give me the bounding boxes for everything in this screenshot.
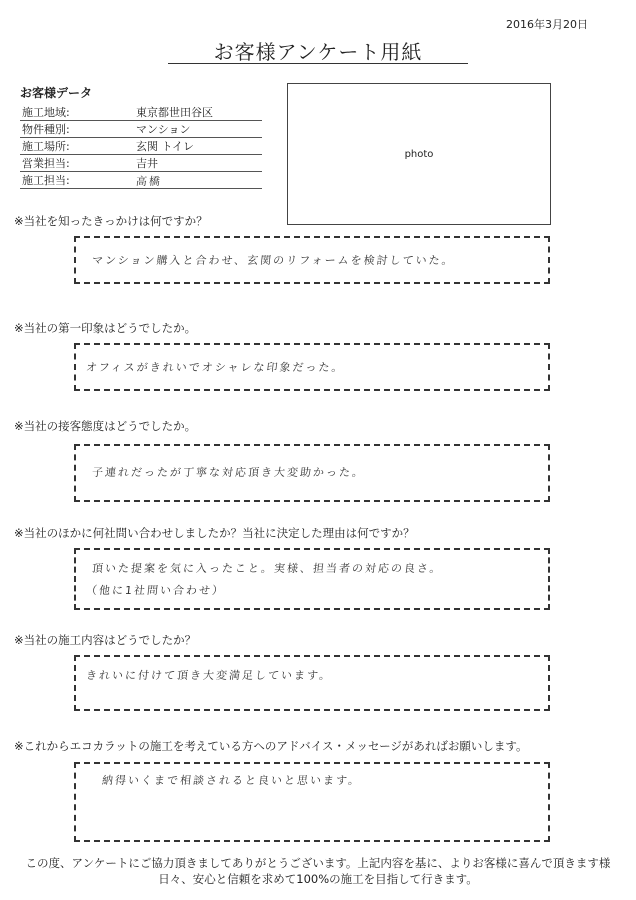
row-value: マンション — [106, 121, 262, 138]
survey-date: 2016年3月20日 — [506, 18, 588, 31]
row-value: 東京都世田谷区 — [106, 104, 262, 121]
table-row — [20, 138, 262, 155]
answer-box-3 — [74, 444, 550, 502]
answer-text-3: 子連れだったが丁寧な対応頂き大変助かった。 — [91, 466, 366, 479]
answer-box-4 — [74, 548, 550, 610]
row-key: 営業担当: — [20, 155, 106, 172]
photo-label: photo — [404, 148, 434, 160]
question-3: ※当社の接客態度はどうでしたか。 — [14, 419, 197, 433]
answer-text-4b: （他に1社問い合わせ） — [85, 584, 226, 597]
answer-text-6: 納得いくまで相談されると良いと思います。 — [101, 774, 362, 787]
answer-text-1: マンション購入と合わせ、玄関のリフォームを検討していた。 — [91, 254, 456, 267]
answer-box-6 — [74, 762, 550, 842]
row-key: 物件種別: — [20, 121, 106, 138]
table-row — [20, 104, 262, 121]
row-key: 施工担当: — [20, 172, 106, 189]
question-1: ※当社を知ったきっかけは何ですか？ — [14, 214, 208, 228]
table-row — [20, 121, 262, 138]
answer-text-4: 頂いた提案を気に入ったこと。実様、担当者の対応の良さ。 — [91, 562, 444, 575]
answer-text-5: きれいに付けて頂き大変満足しています。 — [85, 669, 333, 682]
photo-placeholder — [287, 83, 551, 225]
answer-box-2 — [74, 343, 550, 391]
row-key: 施工地域: — [20, 104, 106, 121]
table-row — [20, 172, 262, 189]
answer-text-2: オフィスがきれいでオシャレな印象だった。 — [85, 361, 346, 374]
footer-line-1: この度、アンケートにご協力頂きましてありがとうございます。上記内容を基に、よりお客様に喜んで頂きます様 — [25, 856, 611, 870]
title-underline — [168, 63, 468, 64]
question-4: ※当社のほかに何社問い合わせしましたか？当社に決定した理由は何ですか？ — [14, 526, 415, 540]
row-value: 高橋 — [105, 172, 263, 189]
customer-data-table — [20, 104, 262, 189]
row-value: 玄関 トイレ — [106, 138, 262, 155]
row-key: 施工場所: — [20, 138, 106, 155]
table-row — [20, 155, 262, 172]
question-2: ※当社の第一印象はどうでしたか。 — [14, 321, 197, 335]
answer-box-1 — [74, 236, 550, 284]
page-title: お客様アンケート用紙 — [213, 40, 423, 64]
footer-line-2: 日々、安心と信頼を求めて100%の施工を目指して行きます。 — [158, 872, 478, 886]
question-6: ※これからエコカラットの施工を考えている方へのアドバイス・メッセージがあればお願いします。 — [14, 739, 528, 753]
row-value: 吉井 — [106, 155, 262, 172]
question-5: ※当社の施工内容はどうでしたか？ — [14, 633, 197, 647]
answer-box-5 — [74, 655, 550, 711]
customer-data-heading: お客様データ — [20, 86, 93, 100]
